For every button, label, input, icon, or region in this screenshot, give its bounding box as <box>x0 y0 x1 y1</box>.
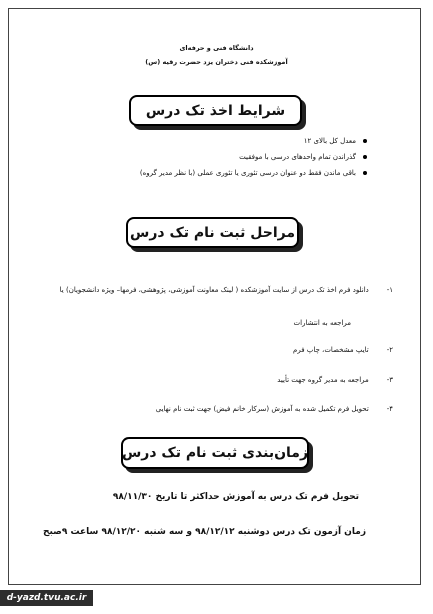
step-1-continuation: مراجعه به انتشارات <box>293 319 351 327</box>
step-4-number: ۴- <box>386 405 393 413</box>
step-4 <box>156 405 393 413</box>
schedule-item-2: زمان آزمون تک درس دوشنبه ۹۸/۱۲/۱۲ و سه شنبه ۹۸/۱۲/۲۰ ساعت ۹صبح <box>42 527 366 537</box>
step-1-text: دانلود فرم اخذ تک درس از سایت آموزشکده ( لینک معاونت آموزشی، پژوهشی، فرمها– ویژه دانشجویان) یا <box>59 286 369 294</box>
site-url[interactable]: d-yazd.tvu.ac.ir <box>6 593 87 603</box>
step-3 <box>277 376 393 384</box>
condition-item-1: معدل کل بالای ۱۲ <box>57 138 367 145</box>
site-url-badge[interactable] <box>0 590 93 606</box>
schedule-title: زمان‌بندی ثبت نام تک درس <box>121 437 309 469</box>
step-3-text: مراجعه به مدیر گروه جهت تأیید <box>277 376 369 384</box>
step-1 <box>60 286 393 294</box>
step-2 <box>293 346 393 354</box>
step-1-number: ۱- <box>386 286 393 294</box>
university-name: دانشگاه فنی و حرفه‌ای <box>179 44 254 52</box>
schedule-item-1: تحویل فرم تک درس به آموزش حداکثر تا تاریخ ۹۸/۱۱/۳۰ <box>112 492 359 502</box>
school-name: آموزشکده فنی دختران یزد حضرت رقیه (س) <box>145 58 288 66</box>
step-3-number: ۳- <box>386 376 393 384</box>
steps-title: مراحل ثبت نام تک درس <box>126 217 299 248</box>
condition-item-2: گذراندن تمام واحدهای درسی با موفقیت <box>57 154 367 161</box>
step-4-text: تحویل فرم تکمیل شده به آموزش (سرکار خانم فیض) جهت ثبت نام نهایی <box>155 405 369 413</box>
conditions-list <box>57 138 367 186</box>
conditions-title: شرایط اخذ تک درس <box>129 95 302 126</box>
step-2-text: تایپ مشخصات، چاپ فرم <box>293 346 369 354</box>
condition-item-3: باقی ماندن فقط دو عنوان درسی تئوری یا تئوری عملی (با نظر مدیر گروه) <box>57 170 367 177</box>
step-2-number: ۲- <box>386 346 393 354</box>
